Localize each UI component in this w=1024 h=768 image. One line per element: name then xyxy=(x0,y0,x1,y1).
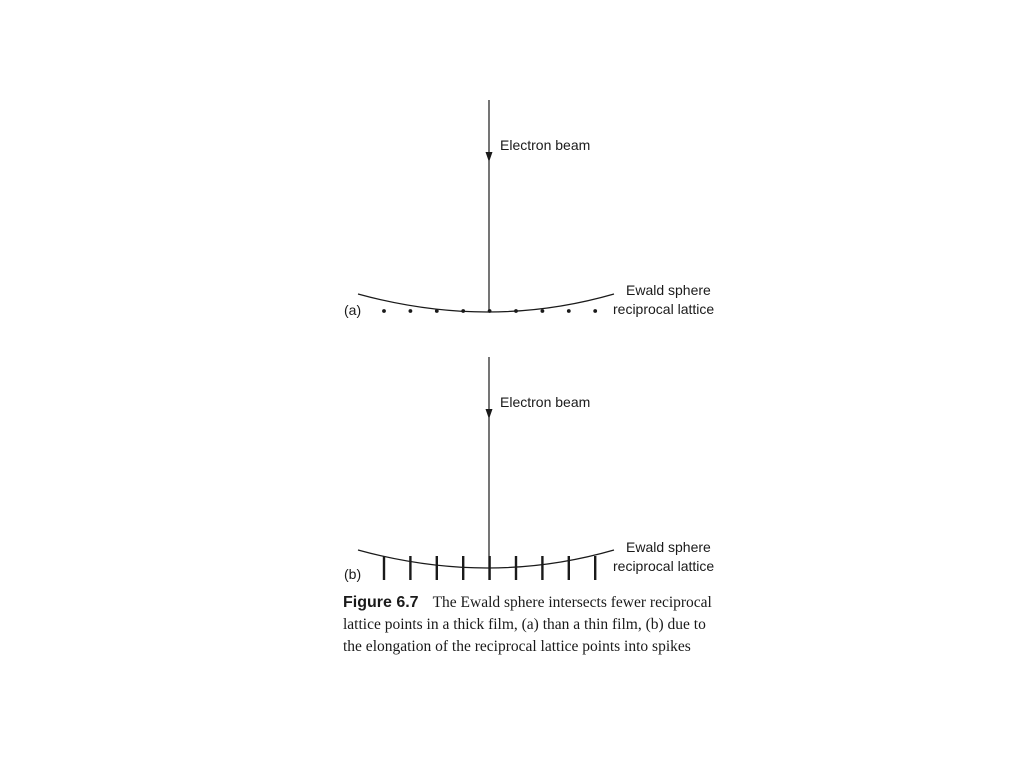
panel-b-tag: (b) xyxy=(344,566,362,582)
lattice-point xyxy=(382,309,386,313)
lattice-point xyxy=(409,309,413,313)
panel-a-beam-label: Electron beam xyxy=(500,137,591,153)
panel-b-beam-label: Electron beam xyxy=(500,394,591,410)
panel-b xyxy=(344,357,714,582)
panel-b-beam-arrow-icon xyxy=(486,409,493,419)
figure-caption xyxy=(343,592,723,658)
lattice-point xyxy=(541,309,545,313)
lattice-point xyxy=(435,309,439,313)
panel-b-lattice-spikes xyxy=(384,556,595,580)
panel-a-beam-arrow-icon xyxy=(486,152,493,162)
panel-a-lattice-label: reciprocal lattice xyxy=(613,301,715,317)
panel-b-lattice-label: reciprocal lattice xyxy=(613,558,715,574)
lattice-point xyxy=(514,309,518,313)
panel-a-lattice-points xyxy=(382,309,597,313)
caption-text: The Ewald sphere intersects fewer reciprocal lattice points in a thick film, (a) than a thin film, (b) due to the elongation of the reciprocal lattice points into spikes xyxy=(343,594,712,655)
lattice-point xyxy=(567,309,571,313)
panel-a-tag: (a) xyxy=(344,302,362,318)
panel-a-ewald-sphere xyxy=(358,294,614,312)
lattice-point xyxy=(593,309,597,313)
panel-b-ewald-sphere xyxy=(358,550,614,568)
figure-label: Figure 6.7 xyxy=(343,594,419,611)
panel-b-sphere-label: Ewald sphere xyxy=(626,539,711,555)
panel-a-sphere-label: Ewald sphere xyxy=(626,282,711,298)
panel-a xyxy=(344,100,714,318)
lattice-point xyxy=(488,309,492,313)
lattice-point xyxy=(461,309,465,313)
